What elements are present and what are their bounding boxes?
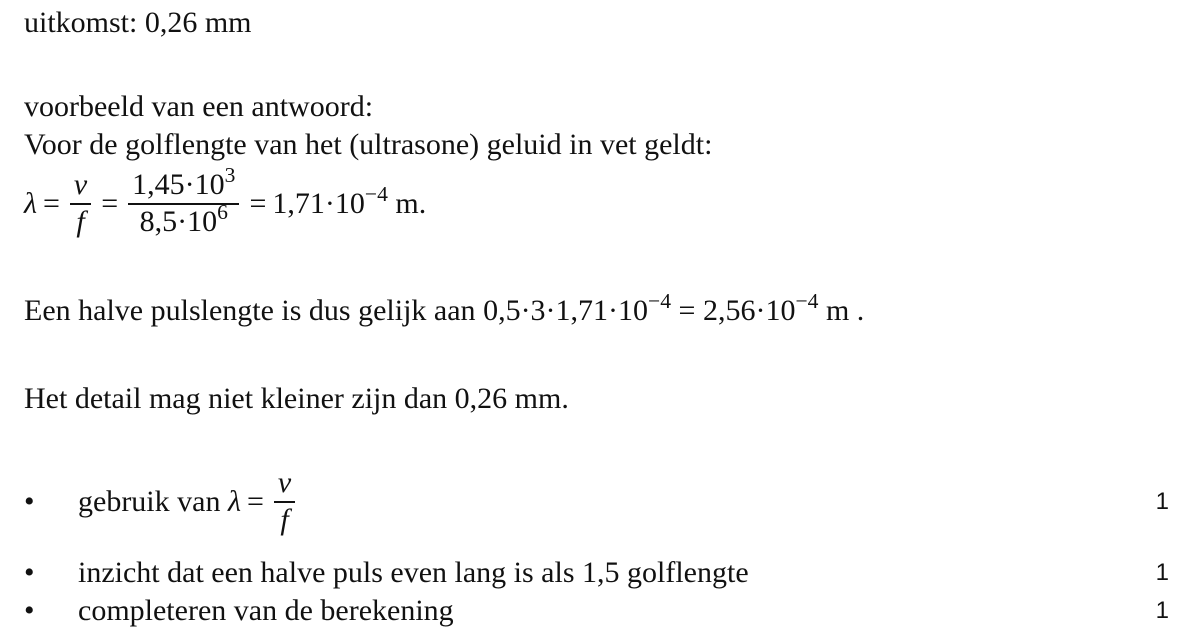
half-pulse-expression (483, 289, 865, 327)
scoring-item-text (78, 466, 1129, 537)
expression-result-base: 2,56·10 (702, 294, 796, 327)
expression-result-exponent: −4 (795, 289, 819, 314)
fraction-numerator-v: v (277, 466, 292, 499)
wavelength-equation (24, 163, 427, 239)
fraction-numerator-v: v (73, 168, 88, 201)
expression-exponent: −4 (648, 289, 672, 314)
fraction-denominator-f: f (76, 204, 85, 238)
expression-equals: = (671, 294, 703, 327)
conclusion-line: Het detail mag niet kleiner zijn dan 0,26 mm. (24, 382, 569, 415)
points: 1 (1155, 487, 1169, 515)
equals-sign: = (249, 186, 267, 220)
equals-sign: = (101, 186, 119, 220)
scoring-item-2 (24, 556, 1169, 590)
result-base: 1,71·10 (272, 186, 365, 220)
denominator-base: 8,5·10 (139, 204, 218, 238)
equals-sign: = (43, 186, 60, 220)
intro-line: Voor de golflengte van het (ultrasone) geluid in vet geldt: (24, 128, 713, 161)
fraction-numerator-speed (128, 163, 239, 203)
result-unit: m. (387, 186, 427, 220)
half-pulse-text: Een halve pulslengte is dus gelijk aan (24, 294, 484, 327)
denominator-exponent: 6 (217, 199, 228, 224)
numerator-exponent: 3 (224, 163, 236, 188)
outcome-line: uitkomst: 0,26 mm (24, 6, 252, 39)
lambda-symbol: λ (227, 484, 241, 518)
bullet: • (24, 556, 35, 589)
lambda-symbol: λ (24, 186, 37, 220)
wavelength-result (272, 181, 388, 221)
points: 1 (1155, 597, 1169, 624)
speed-over-frequency-fraction (128, 163, 239, 239)
bullet: • (24, 594, 35, 627)
example-heading: voorbeeld van een antwoord: (24, 90, 374, 123)
expression-unit: m . (818, 294, 865, 327)
points: 1 (1155, 559, 1169, 586)
numerator-base: 1,45·10 (132, 168, 225, 201)
fraction-denominator-f: f (280, 502, 289, 536)
expression-base: 0,5·3·1,71·10 (483, 294, 649, 327)
v-over-f-fraction (274, 466, 295, 537)
half-pulse-line (24, 289, 865, 327)
scoring-item-3 (24, 594, 1169, 628)
scoring-item-label: gebruik van (78, 484, 228, 518)
scoring-item-label: completeren van de berekening (78, 594, 454, 627)
equals-sign: = (246, 484, 264, 518)
v-over-f-fraction (70, 168, 91, 239)
fraction-denominator-frequency (128, 199, 239, 240)
bullet: • (24, 484, 35, 518)
scoring-item-label: inzicht dat een halve puls even lang is als 1,5 golflengte (78, 556, 749, 589)
scoring-item-1 (24, 466, 1169, 537)
result-exponent: −4 (364, 181, 388, 206)
